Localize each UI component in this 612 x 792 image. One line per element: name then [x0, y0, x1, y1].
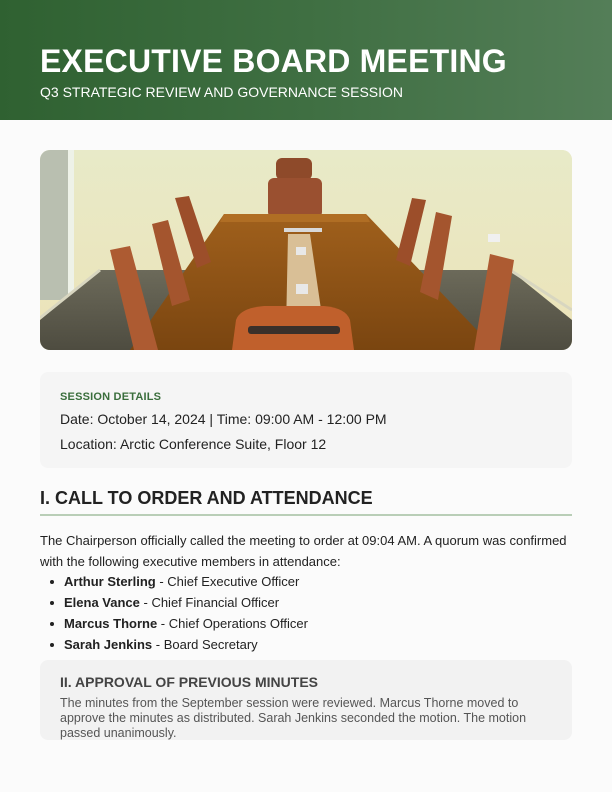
section-2-heading: II. APPROVAL OF PREVIOUS MINUTES	[60, 674, 318, 690]
section-1-divider	[40, 514, 572, 516]
attendee-name: Arthur Sterling	[64, 574, 156, 589]
attendee-item	[40, 592, 308, 613]
boardroom-photo-illustration	[40, 150, 572, 350]
section-2-card	[40, 660, 572, 740]
session-location: Location: Arctic Conference Suite, Floor 12	[60, 436, 327, 452]
attendee-name: Marcus Thorne	[64, 616, 158, 631]
attendee-role: - Chief Financial Officer	[139, 595, 280, 610]
section-1-heading: I. CALL TO ORDER AND ATTENDANCE	[40, 488, 373, 508]
session-details-label: SESSION DETAILS	[60, 391, 162, 403]
attendee-list	[40, 571, 308, 655]
attendee-item	[40, 634, 308, 655]
session-details-card	[40, 372, 572, 468]
section-1-body: The Chairperson officially called the meeting to order at 09:04 AM. A quorum was confirmed with the following executive members in attendance:	[40, 533, 567, 569]
attendee-role: - Board Secretary	[152, 637, 258, 652]
attendee-name: Sarah Jenkins	[64, 637, 153, 652]
session-date-time: Date: October 14, 2024 | Time: 09:00 AM - 12:00 PM	[60, 411, 387, 427]
attendee-role: - Chief Executive Officer	[155, 574, 300, 589]
attendee-role: - Chief Operations Officer	[157, 616, 308, 631]
attendee-item	[40, 613, 308, 634]
page-header	[0, 0, 612, 120]
boardroom-photo	[40, 150, 572, 350]
attendee-item	[40, 571, 308, 592]
document-subtitle: Q3 STRATEGIC REVIEW AND GOVERNANCE SESSION	[40, 84, 404, 100]
attendee-name: Elena Vance	[64, 595, 140, 610]
document-title: EXECUTIVE BOARD MEETING	[40, 43, 507, 79]
section-2-body: The minutes from the September session were reviewed. Marcus Thorne moved to approve the minutes as distributed. Sarah Jenkins seconded the motion. The motion passed unanimously.	[60, 696, 527, 740]
